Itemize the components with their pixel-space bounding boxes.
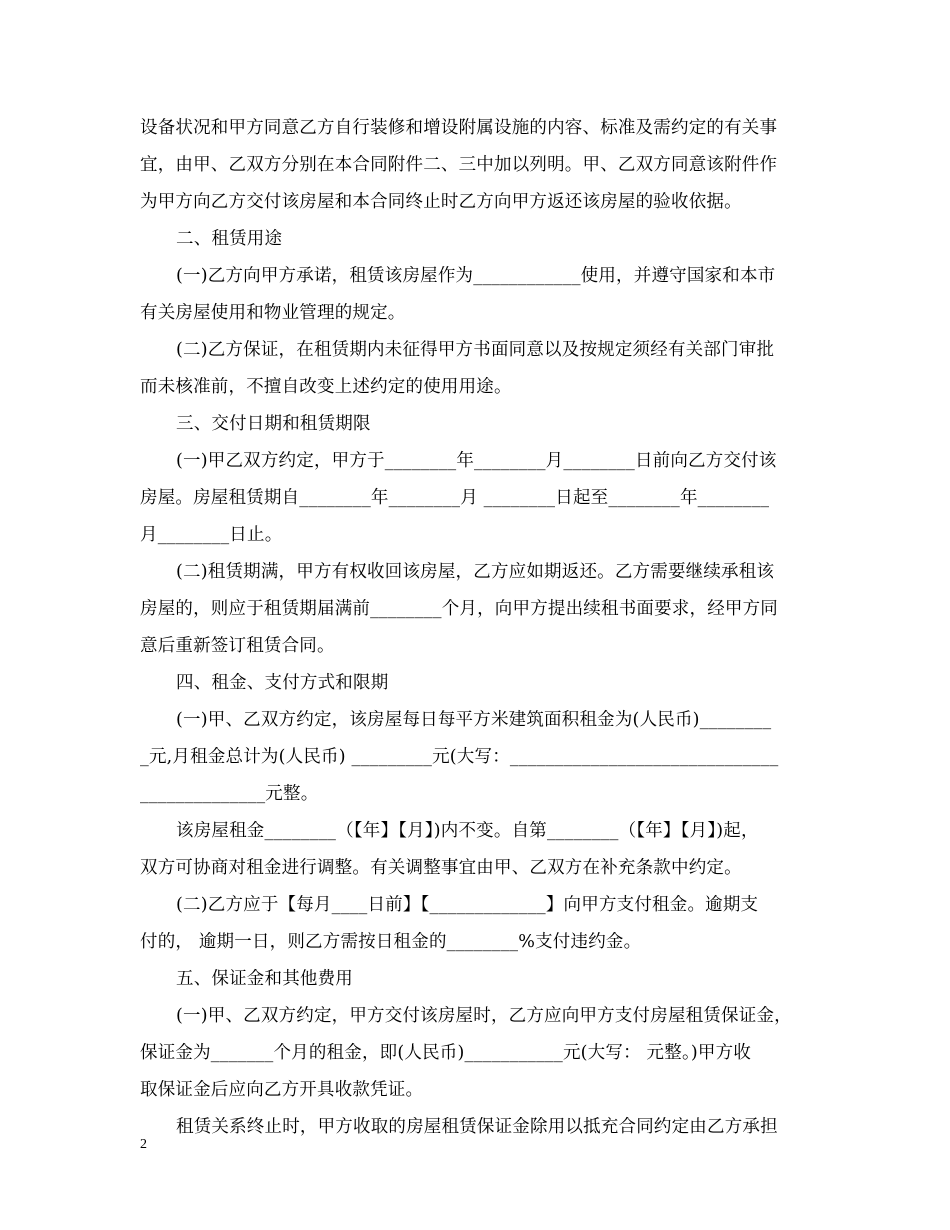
text-line: 为甲方向乙方交付该房屋和本合同终止时乙方向甲方返还该房屋的验收依据。 <box>140 192 742 212</box>
section-heading: 四、租金、支付方式和限期 <box>176 673 389 693</box>
text-line: 租赁关系终止时，甲方收取的房屋租赁保证金除用以抵充合同约定由乙方承担 <box>176 1117 778 1137</box>
text-line: _元,月租金总计为(人民币) _________元(大写：______________________________ <box>140 747 779 767</box>
page-number: 2 <box>140 1137 147 1152</box>
text-line: 保证金为_______个月的租金，即(人民币)___________元(大写： 元整。)甲方收 <box>140 1043 752 1063</box>
section-heading: 二、租赁用途 <box>176 229 283 249</box>
text-line: ______________元整。 <box>140 784 319 804</box>
text-line: 宜，由甲、乙双方分别在本合同附件二、三中加以列明。甲、乙双方同意该附件作 <box>140 155 778 175</box>
text-line: (一)乙方向甲方承诺，租赁该房屋作为____________使用，并遵守国家和本市 <box>176 266 776 286</box>
text-line: 房屋的，则应于租赁期届满前________个月，向甲方提出续租书面要求，经甲方同 <box>140 599 778 619</box>
text-line: (二)乙方保证，在租赁期内未征得甲方书面同意以及按规定须经有关部门审批 <box>176 340 775 360</box>
text-line: 付的， 逾期一日，则乙方需按日租金的________%支付违约金。 <box>140 932 642 952</box>
text-line: 意后重新签订租赁合同。 <box>140 636 335 656</box>
text-line: 月________日止。 <box>140 525 283 545</box>
text-line: 有关房屋使用和物业管理的规定。 <box>140 303 406 323</box>
text-line: 取保证金后应向乙方开具收款凭证。 <box>140 1080 424 1100</box>
text-line: (二)租赁期满，甲方有权收回该房屋，乙方应如期返还。乙方需要继续承租该 <box>176 562 775 582</box>
section-heading: 三、交付日期和租赁期限 <box>176 414 371 434</box>
text-line: 而未核准前，不擅自改变上述约定的使用用途。 <box>140 377 512 397</box>
text-line: (一)甲、乙双方约定，甲方交付该房屋时，乙方应向甲方支付房屋租赁保证金， <box>176 1006 792 1026</box>
text-line: 双方可协商对租金进行调整。有关调整事宜由甲、乙双方在补充条款中约定。 <box>140 858 742 878</box>
text-line: 房屋。房屋租赁期自________年________月 ________日起至________年________ <box>140 488 770 508</box>
text-line: (一)甲、乙双方约定，该房屋每日每平方米建筑面积租金为(人民币)________ <box>176 710 772 730</box>
section-heading: 五、保证金和其他费用 <box>176 969 353 989</box>
text-line: 该房屋租金________（【年】【月】)内不变。自第________（【年】【月】)起， <box>176 821 759 841</box>
text-line: (二)乙方应于【每月____日前】【_____________】向甲方支付租金。逾期支 <box>176 895 759 915</box>
text-line: 设备状况和甲方同意乙方自行装修和增设附属设施的内容、标准及需约定的有关事 <box>140 118 778 138</box>
text-line: (一)甲乙双方约定，甲方于________年________月________日前向乙方交付该 <box>176 451 777 471</box>
